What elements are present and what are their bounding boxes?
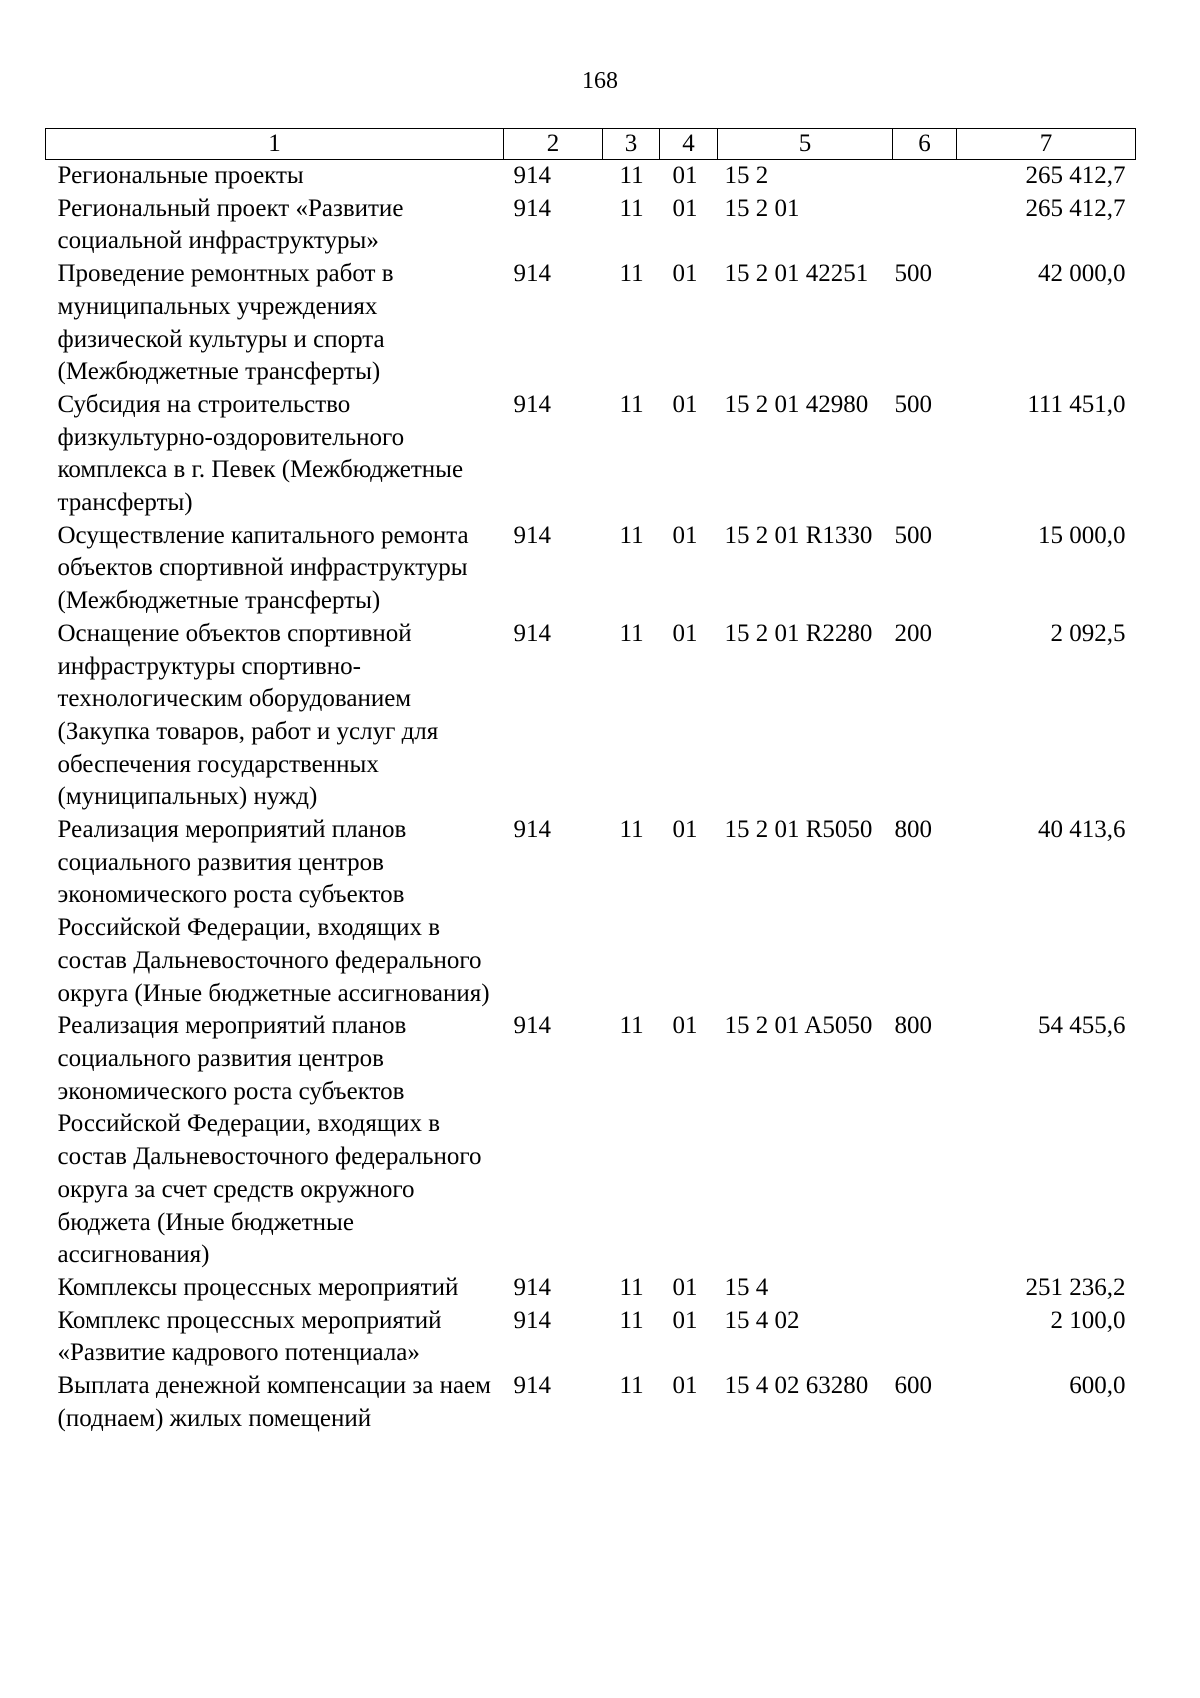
row-amount: 111 451,0 — [1027, 390, 1126, 418]
row-code-5: 15 2 01 42251 — [724, 260, 869, 288]
row-name: Оснащение объектов спортивной инфраструктуры спортивно-технологическим оборудованием (Закупка товаров, работ и услуг для обеспечения государственных (муниципальных) нужд) — [57, 619, 439, 811]
table-row — [46, 1272, 1136, 1305]
row-name: Выплата денежной компенсации за наем (поднаем) жилых помещений — [57, 1372, 491, 1432]
table-row — [46, 258, 1136, 389]
table-row — [46, 1305, 1136, 1370]
row-code-5: 15 2 01 — [724, 194, 800, 222]
row-code-4: 01 — [672, 816, 698, 844]
row-code-2: 914 — [513, 816, 551, 844]
table-row — [46, 520, 1136, 618]
row-amount: 54 455,6 — [1038, 1012, 1126, 1040]
row-code-3: 11 — [619, 521, 644, 549]
row-code-6: 500 — [894, 390, 932, 418]
header-col-4: 4 — [660, 129, 718, 160]
row-code-4: 01 — [672, 619, 698, 647]
row-code-6: 800 — [894, 816, 932, 844]
row-code-5: 15 2 — [724, 162, 769, 189]
row-amount: 2 092,5 — [1050, 619, 1126, 647]
table-row — [46, 389, 1136, 520]
row-code-6: 600 — [894, 1372, 932, 1400]
table-row — [46, 160, 1136, 193]
row-code-3: 11 — [619, 390, 644, 418]
row-code-6: 800 — [894, 1012, 932, 1040]
row-code-6 — [893, 193, 957, 258]
header-col-1: 1 — [46, 129, 504, 160]
row-code-5: 15 2 01 42980 — [724, 390, 869, 418]
row-code-2: 914 — [513, 162, 551, 189]
row-code-6 — [893, 1305, 957, 1370]
row-code-6: 500 — [894, 521, 932, 549]
row-code-2: 914 — [513, 260, 551, 288]
row-name: Субсидия на строительство физкультурно-оздоровительного комплекса в г. Певек (Межбюджетные трансферты) — [57, 390, 464, 517]
row-code-5: 15 4 02 63280 — [724, 1372, 869, 1400]
header-col-7: 7 — [957, 129, 1136, 160]
row-code-5: 15 2 01 A5050 — [724, 1012, 873, 1040]
row-name: Реализация мероприятий планов социального развития центров экономического роста субъектов Российской Федерации, входящих в состав Дальневосточного федерального округа (Иные бюджетные ассигнования) — [57, 816, 490, 1007]
row-name: Региональные проекты — [57, 162, 304, 189]
row-code-2: 914 — [513, 194, 551, 222]
row-amount: 251 236,2 — [1025, 1273, 1126, 1301]
header-col-2: 2 — [504, 129, 603, 160]
row-code-4: 01 — [672, 1012, 698, 1040]
row-amount: 15 000,0 — [1038, 521, 1126, 549]
row-amount: 265 412,7 — [1025, 162, 1126, 189]
row-name: Региональный проект «Развитие социальной инфраструктуры» — [57, 194, 404, 255]
row-code-5: 15 2 01 R2280 — [724, 619, 873, 647]
row-code-2: 914 — [513, 1273, 551, 1301]
table-row — [46, 1370, 1136, 1435]
row-code-2: 914 — [513, 619, 551, 647]
row-code-3: 11 — [619, 1012, 644, 1040]
table-row — [46, 814, 1136, 1010]
table-row — [46, 618, 1136, 814]
header-col-6: 6 — [893, 129, 957, 160]
row-code-2: 914 — [513, 521, 551, 549]
row-name: Проведение ремонтных работ в муниципальных учреждениях физической культуры и спорта (Межбюджетные трансферты) — [57, 260, 394, 386]
page-number: 168 — [582, 68, 618, 94]
row-code-4: 01 — [672, 1273, 698, 1301]
row-code-4: 01 — [672, 390, 698, 418]
row-code-2: 914 — [513, 1372, 551, 1400]
row-code-5: 15 4 02 — [724, 1306, 800, 1334]
row-code-4: 01 — [672, 194, 698, 222]
table-row — [46, 193, 1136, 258]
row-code-3: 11 — [619, 619, 644, 647]
row-code-6: 200 — [894, 619, 932, 647]
row-name: Комплексы процессных мероприятий — [57, 1273, 459, 1301]
row-name: Осуществление капитального ремонта объектов спортивной инфраструктуры (Межбюджетные трансферты) — [57, 521, 469, 615]
row-code-3: 11 — [619, 1372, 644, 1400]
row-code-2: 914 — [513, 1306, 551, 1334]
row-amount: 265 412,7 — [1025, 194, 1126, 222]
row-name: Комплекс процессных мероприятий «Развитие кадрового потенциала» — [57, 1306, 442, 1367]
row-amount: 2 100,0 — [1050, 1306, 1126, 1334]
row-amount: 40 413,6 — [1038, 816, 1126, 844]
row-code-3: 11 — [619, 162, 644, 189]
row-code-3: 11 — [619, 1273, 644, 1301]
row-code-3: 11 — [619, 260, 644, 288]
table-header-row — [46, 129, 1136, 160]
row-code-4: 01 — [672, 1372, 698, 1400]
row-amount: 42 000,0 — [1038, 260, 1126, 288]
row-code-4: 01 — [672, 162, 698, 189]
row-code-5: 15 4 — [724, 1273, 769, 1301]
row-code-6 — [893, 1272, 957, 1305]
row-code-3: 11 — [619, 816, 644, 844]
row-code-2: 914 — [513, 1012, 551, 1040]
row-code-5: 15 2 01 R5050 — [724, 816, 873, 844]
row-code-6 — [893, 160, 957, 193]
row-code-6: 500 — [894, 260, 932, 288]
row-code-3: 11 — [619, 194, 644, 222]
row-amount: 600,0 — [1069, 1372, 1126, 1400]
row-code-4: 01 — [672, 1306, 698, 1334]
table-row — [46, 1010, 1136, 1272]
header-col-3: 3 — [603, 129, 660, 160]
row-code-3: 11 — [619, 1306, 644, 1334]
row-code-4: 01 — [672, 260, 698, 288]
header-col-5: 5 — [718, 129, 893, 160]
row-code-4: 01 — [672, 521, 698, 549]
row-code-5: 15 2 01 R1330 — [724, 521, 873, 549]
row-code-2: 914 — [513, 390, 551, 418]
budget-table — [45, 128, 1136, 1435]
row-name: Реализация мероприятий планов социального развития центров экономического роста субъектов Российской Федерации, входящих в состав Дальневосточного федерального округа за счет средств окружного бюджета (Иные бюджетные ассигнования) — [57, 1012, 482, 1269]
